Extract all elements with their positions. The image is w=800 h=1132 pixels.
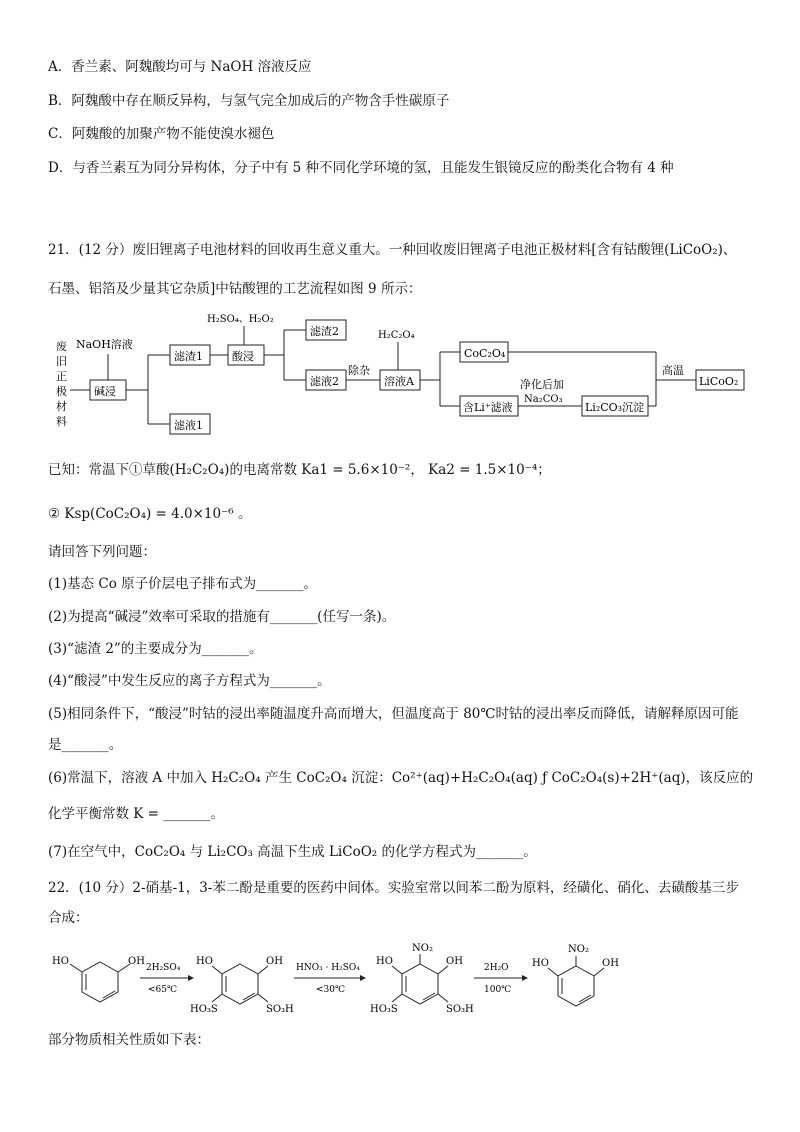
reagent-3: 2H₂O	[484, 963, 509, 973]
li2co3-label: Li₂CO₃沉淀	[585, 401, 645, 414]
jinghua-label: 净化后加	[520, 378, 564, 391]
known-1: 已知：常温下①草酸(H₂C₂O₄)的电离常数 Ka1 = 5.6×10⁻²， Ka2 = 1.5×10⁻⁴；	[48, 462, 551, 478]
condition-1: <65℃	[148, 985, 178, 995]
lvzha1-label: 滤渣1	[174, 350, 203, 363]
source-char: 废	[56, 340, 67, 353]
q21-4: (4)“酸浸”中发生反应的离子方程式为_______。	[48, 673, 331, 689]
h2c2o4-label: H₂C₂O₄	[378, 330, 415, 341]
source-char: 料	[56, 415, 67, 428]
ho-label: HO	[196, 956, 213, 967]
ho-label: HO	[52, 956, 69, 967]
suanjin-label: 酸浸	[232, 350, 254, 363]
so3h-label: SO₃H	[446, 1004, 474, 1015]
nitrated-disulfonated-structure	[370, 943, 474, 1015]
condition-2: <30℃	[316, 985, 346, 995]
no2-label: NO₂	[412, 943, 433, 954]
hso3-label: HO₃S	[370, 1004, 398, 1015]
known-2: ② Ksp(CoC₂O₄) = 4.0×10⁻⁶ 。	[48, 506, 252, 522]
no2-label: NO₂	[568, 944, 589, 955]
q21-6b: 化学平衡常数 K = _______。	[48, 806, 225, 822]
so3h-label: SO₃H	[266, 1004, 294, 1015]
q21-prompt: 请回答下列问题：	[48, 544, 156, 560]
oh-label: OH	[602, 958, 619, 969]
lvye2-label: 滤液2	[310, 375, 339, 388]
synthesis-scheme	[0, 940, 800, 1020]
q21-3: (3)“滤渣 2”的主要成分为_______。	[48, 641, 263, 657]
q22-intro-line2: 合成：	[48, 910, 89, 926]
q22-intro-line1: 22．(10 分）2-硝基-1，3-苯二酚是重要的医药中间体。实验室常以间苯二酚为原料，经磺化、硝化、去磺酸基三步	[48, 880, 739, 896]
naoh-solution-label: NaOH溶液	[76, 338, 133, 351]
q21-7: (7)在空气中，CoC₂O₄ 与 Li₂CO₃ 高温下生成 LiCoO₂ 的化学方程式为_______。	[48, 844, 537, 860]
disulfonated-resorcinol-structure	[190, 956, 294, 1015]
licoo2-label: LiCoO₂	[699, 375, 739, 388]
source-char: 极	[56, 385, 67, 398]
oh-label: OH	[266, 956, 283, 967]
q21-intro-line1: 21．(12 分）废旧锂离子电池材料的回收再生意义重大。一种回收废旧锂离子电池正极材料[含有钴酸锂(LiCoO₂)、	[48, 242, 737, 258]
chuza-label: 除杂	[348, 364, 370, 377]
rongyeA-label: 溶液A	[384, 375, 414, 388]
source-char: 正	[56, 370, 67, 383]
q21-5a: (5)相同条件下，“酸浸”时钴的浸出率随温度升高而增大，但温度高于 80℃时钴的浸出率反而降低，请解释原因可能	[48, 706, 739, 722]
q21-5b: 是_______。	[48, 737, 123, 753]
gaowen-label: 高温	[662, 364, 684, 377]
q21-6a: (6)常温下，溶液 A 中加入 H₂C₂O₄ 产生 CoC₂O₄ 沉淀：Co²⁺(aq)+H₂C₂O₄(aq) ƒ CoC₂O₄(s)+2H⁺(aq)，该反应的	[48, 770, 754, 786]
hso3-label: HO₃S	[190, 1004, 218, 1015]
source-char: 旧	[56, 355, 67, 368]
resorcinol-structure	[52, 956, 145, 1002]
option-b: B．阿魏酸中存在顺反异构，与氢气完全加成后的产物含手性碳原子	[48, 93, 450, 109]
coc2o4-label: CoC₂O₄	[464, 347, 506, 360]
option-d: D．与香兰素互为同分异构体，分子中有 5 种不同化学环境的氢，且能发生银镜反应的酚类化合物有 4 种	[48, 160, 674, 176]
lvye1-label: 滤液1	[174, 419, 203, 432]
h2so4-h2o2-label: H₂SO₄、H₂O₂	[207, 314, 274, 325]
nitroresorcinol-structure	[532, 944, 619, 1006]
q22-outro: 部分物质相关性质如下表：	[48, 1032, 210, 1048]
oh-label: OH	[128, 956, 145, 967]
li-filtrate-label: 含Li⁺滤液	[463, 401, 513, 414]
q21-intro-line2: 石墨、铝箔及少量其它杂质]中钴酸锂的工艺流程如图 9 所示：	[48, 281, 422, 297]
reagent-1: 2H₂SO₄	[146, 963, 181, 973]
na2co3-label: Na₂CO₃	[524, 394, 563, 405]
condition-3: 100℃	[484, 985, 512, 995]
oh-label: OH	[446, 956, 463, 967]
q21-1: (1)基态 Co 原子价层电子排布式为_______。	[48, 576, 317, 592]
source-char: 材	[56, 400, 67, 413]
lvzha2-label: 滤渣2	[310, 325, 339, 338]
process-flow-chart	[0, 310, 800, 440]
ho-label: HO	[532, 958, 549, 969]
reagent-2: HNO₃ · H₂SO₄	[296, 963, 360, 973]
ho-label: HO	[376, 956, 393, 967]
q21-2: (2)为提高“碱浸”效率可采取的措施有_______(任写一条)。	[48, 609, 396, 625]
source-material-label	[56, 340, 67, 428]
option-c: C．阿魏酸的加聚产物不能使溴水褪色	[48, 126, 275, 142]
jianjin-label: 碱浸	[94, 385, 116, 398]
option-a: A．香兰素、阿魏酸均可与 NaOH 溶液反应	[48, 59, 312, 75]
